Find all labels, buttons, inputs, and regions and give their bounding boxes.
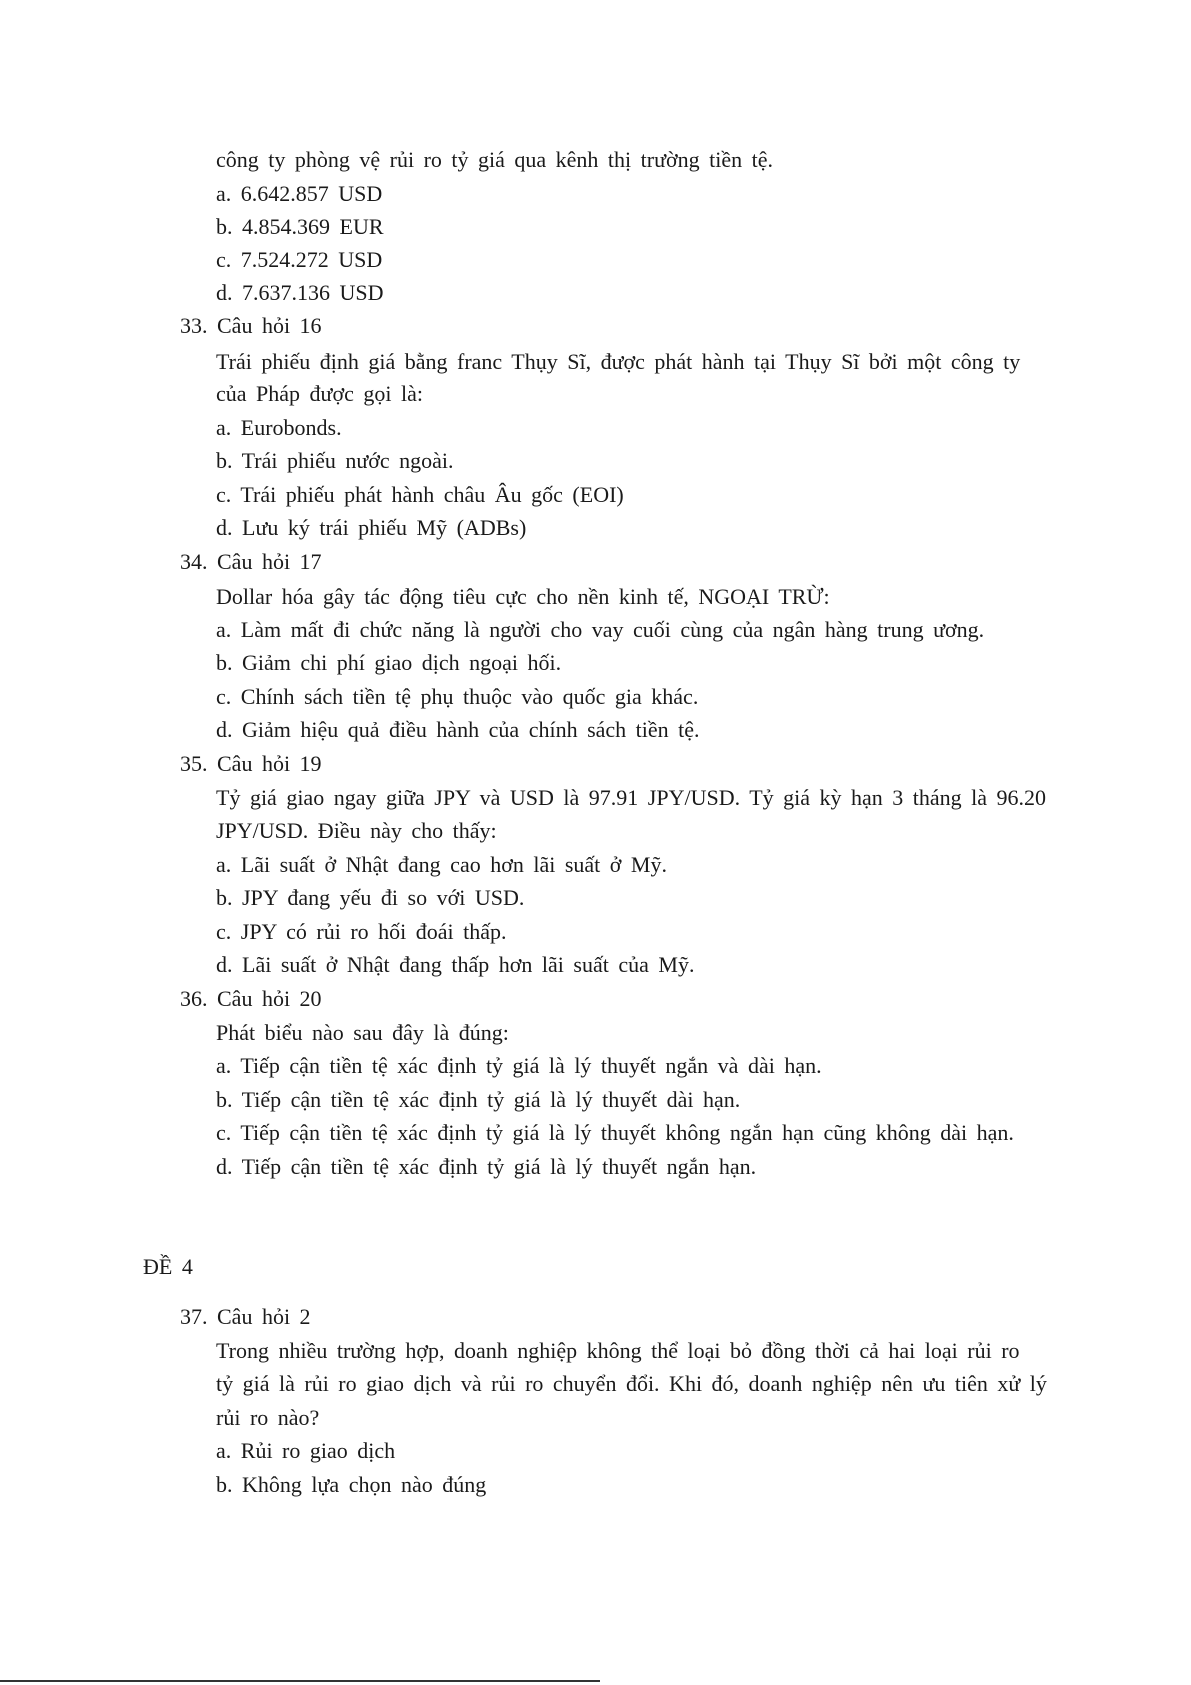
q33-option-a: a. Eurobonds. <box>216 415 342 440</box>
q33-option-d: d. Lưu ký trái phiếu Mỹ (ADBs) <box>216 515 527 540</box>
q37-stem-2: tỷ giá là rủi ro giao dịch và rủi ro chuyển đổi. Khi đó, doanh nghiệp nên ưu tiên xử lý <box>216 1371 1047 1396</box>
q34-option-c: c. Chính sách tiền tệ phụ thuộc vào quốc gia khác. <box>216 684 699 709</box>
q35-title: 35. Câu hỏi 19 <box>180 751 322 776</box>
q37-option-a: a. Rủi ro giao dịch <box>216 1438 396 1463</box>
q34-stem-1: Dollar hóa gây tác động tiêu cực cho nền kinh tế, NGOẠI TRỪ: <box>216 584 830 609</box>
q32-option-c: c. 7.524.272 USD <box>216 247 383 272</box>
q36-title: 36. Câu hỏi 20 <box>180 986 322 1011</box>
q34-option-a: a. Làm mất đi chức năng là người cho vay cuối cùng của ngân hàng trung ương. <box>216 617 985 642</box>
q37-title: 37. Câu hỏi 2 <box>180 1304 311 1329</box>
q35-stem-2: JPY/USD. Điều này cho thấy: <box>216 818 497 843</box>
q36-stem-1: Phát biểu nào sau đây là đúng: <box>216 1020 509 1045</box>
q32-stem: công ty phòng vệ rủi ro tỷ giá qua kênh thị trường tiền tệ. <box>216 147 774 172</box>
q37-stem-3: rủi ro nào? <box>216 1405 320 1430</box>
q37-option-b: b. Không lựa chọn nào đúng <box>216 1472 487 1497</box>
q33-stem-1: Trái phiếu định giá bằng franc Thụy Sĩ, được phát hành tại Thụy Sĩ bởi một công ty <box>216 349 1021 374</box>
q32-option-b: b. 4.854.369 EUR <box>216 214 384 239</box>
q37-stem-1: Trong nhiều trường hợp, doanh nghiệp không thể loại bỏ đồng thời cả hai loại rủi ro <box>216 1338 1020 1363</box>
q33-option-c: c. Trái phiếu phát hành châu Âu gốc (EOI) <box>216 482 624 507</box>
q36-option-a: a. Tiếp cận tiền tệ xác định tỷ giá là lý thuyết ngắn và dài hạn. <box>216 1053 822 1078</box>
section-heading: ĐỀ 4 <box>143 1254 193 1279</box>
page-bottom-rule <box>0 1680 600 1682</box>
q36-option-d: d. Tiếp cận tiền tệ xác định tỷ giá là lý thuyết ngắn hạn. <box>216 1154 757 1179</box>
q35-option-a: a. Lãi suất ở Nhật đang cao hơn lãi suất ở Mỹ. <box>216 852 667 877</box>
q36-option-c: c. Tiếp cận tiền tệ xác định tỷ giá là lý thuyết không ngắn hạn cũng không dài hạn. <box>216 1120 1014 1145</box>
q35-option-d: d. Lãi suất ở Nhật đang thấp hơn lãi suất của Mỹ. <box>216 952 695 977</box>
q32-option-d: d. 7.637.136 USD <box>216 280 384 305</box>
q35-stem-1: Tỷ giá giao ngay giữa JPY và USD là 97.91 JPY/USD. Tỷ giá kỳ hạn 3 tháng là 96.20 <box>216 785 1047 810</box>
q35-option-b: b. JPY đang yếu đi so với USD. <box>216 885 525 910</box>
q33-stem-2: của Pháp được gọi là: <box>216 381 423 406</box>
q34-option-d: d. Giảm hiệu quả điều hành của chính sách tiền tệ. <box>216 717 700 742</box>
q33-option-b: b. Trái phiếu nước ngoài. <box>216 448 454 473</box>
q35-option-c: c. JPY có rủi ro hối đoái thấp. <box>216 919 507 944</box>
q36-option-b: b. Tiếp cận tiền tệ xác định tỷ giá là lý thuyết dài hạn. <box>216 1087 741 1112</box>
q34-option-b: b. Giảm chi phí giao dịch ngoại hối. <box>216 650 562 675</box>
q33-title: 33. Câu hỏi 16 <box>180 313 322 338</box>
q32-option-a: a. 6.642.857 USD <box>216 181 383 206</box>
q34-title: 34. Câu hỏi 17 <box>180 549 322 574</box>
